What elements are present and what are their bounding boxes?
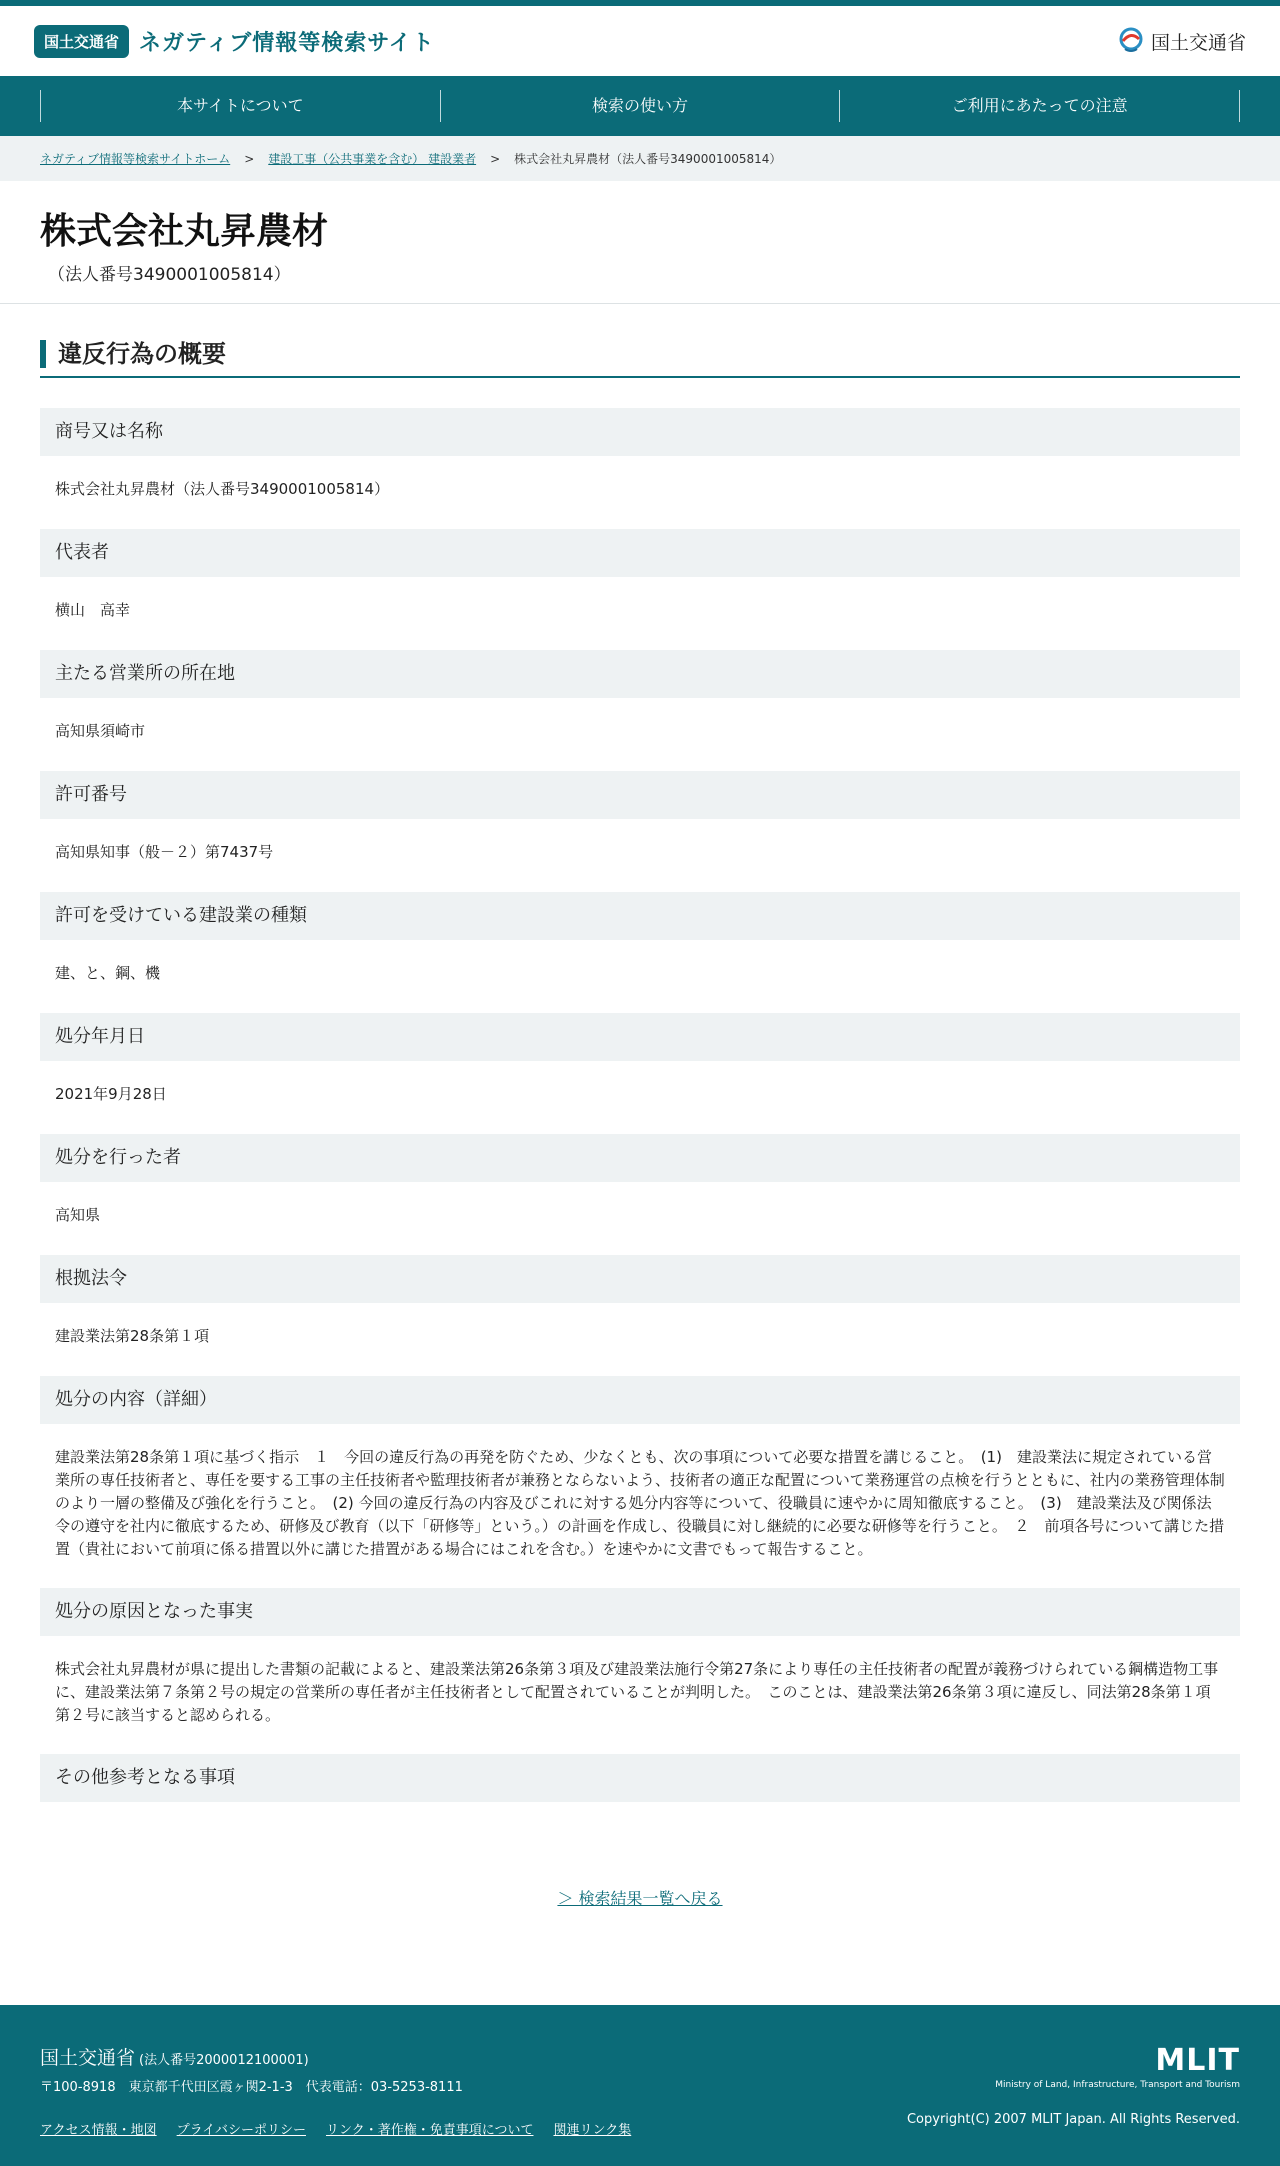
field-value: 株式会社丸昇農材（法人番号3490001005814） — [55, 480, 390, 498]
nav-item-how-to-search[interactable]: 検索の使い方 — [440, 90, 840, 122]
field-block — [40, 892, 1240, 1013]
back-to-results-link[interactable]: ＞ 検索結果一覧へ戻る — [557, 1889, 723, 1908]
field-label: その他参考となる事項 — [40, 1754, 1240, 1802]
field-value: 横山 高幸 — [55, 601, 131, 619]
site-footer — [0, 2005, 1280, 2166]
footer-link-copyright[interactable]: リンク・著作権・免責事項について — [325, 2123, 534, 2138]
breadcrumb-current: 株式会社丸昇農材（法人番号3490001005814） — [514, 152, 782, 166]
breadcrumb-home-link[interactable]: ネガティブ情報等検索サイトホーム — [40, 152, 231, 166]
site-title[interactable]: ネガティブ情報等検索サイト — [139, 30, 435, 56]
field-block — [40, 1754, 1240, 1802]
field-value: 高知県知事（般－２）第7437号 — [55, 843, 274, 861]
mlit-logo-text: MLIT — [1155, 2043, 1240, 2078]
field-value: 建設業法第28条第１項に基づく指示 １ 今回の違反行為の再発を防ぐため、少なくとも、次の事項について必要な措置を講じること。 (1) 建設業法に規定されている営業所の専任技術者と、専任を要する工事の主任技術者や監理技術者が兼務とならないよう、技術者の適正な配置について業務運営の点検を行うとともに、社内の業務管理体制のより一層の整備及び強化を行うこと。 (2) 今回の違反行為の内容及びこれに対する処分内容等について、役職員に速やかに周知徹底すること。 (3) 建設業法及び関係法令の遵守を社内に徹底するため、研修及び教育（以下「研修等」という。）の計画を作成し、役職員に対し継続的に必要な研修等を行うこと。 ２ 前項各号について講じた措置（貴社において前項に係る措置以外に講じた措置がある場合にはこれを含む。）を速やかに文書でもって報告すること。 — [55, 1448, 1225, 1558]
page-title-area — [0, 181, 1280, 304]
copyright: Copyright(C) 2007 MLIT Japan. All Rights Reserved. — [906, 2112, 1240, 2127]
field-label: 処分の原因となった事実 — [40, 1588, 1240, 1636]
field-value: 高知県 — [55, 1206, 101, 1224]
breadcrumb-separator: > — [244, 151, 255, 166]
ministry-badge[interactable]: 国土交通省 — [34, 25, 129, 58]
field-label: 許可を受けている建設業の種類 — [40, 892, 1240, 940]
ministry-logo[interactable] — [1117, 27, 1246, 55]
breadcrumb-category-link[interactable]: 建設工事（公共事業を含む） 建設業者 — [268, 152, 477, 166]
breadcrumb-separator: > — [490, 151, 501, 166]
page-title: 株式会社丸昇農材 — [40, 211, 329, 252]
field-block — [40, 771, 1240, 892]
field-value: 2021年9月28日 — [55, 1085, 167, 1103]
field-label: 処分を行った者 — [40, 1134, 1240, 1182]
field-value: 株式会社丸昇農材が県に提出した書類の記載によると、建設業法第26条第３項及び建設業法施行令第27条により専任の主任技術者の配置が義務づけられている鋼構造物工事に、建設業法第７条第２号の規定の営業所の専任者が主任技術者として配置されていることが判明した。 このことは、建設業法第26条第３項に違反し、同法第28条第１項第２号に該当すると認められる。 — [55, 1660, 1219, 1724]
field-block — [40, 1588, 1240, 1727]
field-label: 許可番号 — [40, 771, 1240, 819]
field-block — [40, 1255, 1240, 1376]
nav-item-notes[interactable]: ご利用にあたっての注意 — [839, 90, 1240, 122]
field-label: 処分の内容（詳細） — [40, 1376, 1240, 1424]
global-nav — [0, 76, 1280, 136]
footer-link-access[interactable]: アクセス情報・地図 — [40, 2123, 157, 2138]
footer-link-related[interactable]: 関連リンク集 — [553, 2123, 632, 2138]
section-heading-wrap — [40, 340, 1240, 378]
back-link-area — [40, 1886, 1240, 1909]
mlit-logo[interactable] — [995, 2043, 1240, 2090]
field-label: 処分年月日 — [40, 1013, 1240, 1061]
field-value: 高知県須崎市 — [55, 722, 146, 740]
main-content — [0, 304, 1280, 1909]
field-value: 建、と、鋼、機 — [55, 964, 161, 982]
field-block — [40, 1376, 1240, 1561]
site-header — [0, 6, 1280, 76]
ministry-logo-text: 国土交通省 — [1150, 31, 1246, 54]
field-label: 主たる営業所の所在地 — [40, 650, 1240, 698]
field-block — [40, 1013, 1240, 1134]
footer-org-name: 国土交通省 — [40, 2047, 136, 2069]
footer-address: 〒100-8918 東京都千代田区霞ヶ関2-1-3 代表電話：03-5253-8111 — [40, 2080, 463, 2095]
section-heading: 違反行為の概要 — [40, 340, 1240, 368]
footer-link-privacy[interactable]: プライバシーポリシー — [176, 2123, 306, 2138]
ministry-emblem-icon — [1117, 27, 1145, 55]
field-value: 建設業法第28条第１項 — [55, 1327, 210, 1345]
breadcrumb — [0, 136, 1280, 181]
field-block — [40, 529, 1240, 650]
brand[interactable] — [34, 25, 435, 58]
field-label: 商号又は名称 — [40, 408, 1240, 456]
field-block — [40, 650, 1240, 771]
field-label: 根拠法令 — [40, 1255, 1240, 1303]
field-block — [40, 408, 1240, 529]
field-block — [40, 1134, 1240, 1255]
mlit-logo-subtitle: Ministry of Land, Infrastructure, Transport and Tourism — [995, 2080, 1240, 2090]
footer-org-corp-number: (法人番号2000012100001) — [139, 2053, 309, 2068]
corporate-number: （法人番号3490001005814） — [48, 265, 291, 285]
nav-item-about[interactable]: 本サイトについて — [40, 90, 440, 122]
field-label: 代表者 — [40, 529, 1240, 577]
